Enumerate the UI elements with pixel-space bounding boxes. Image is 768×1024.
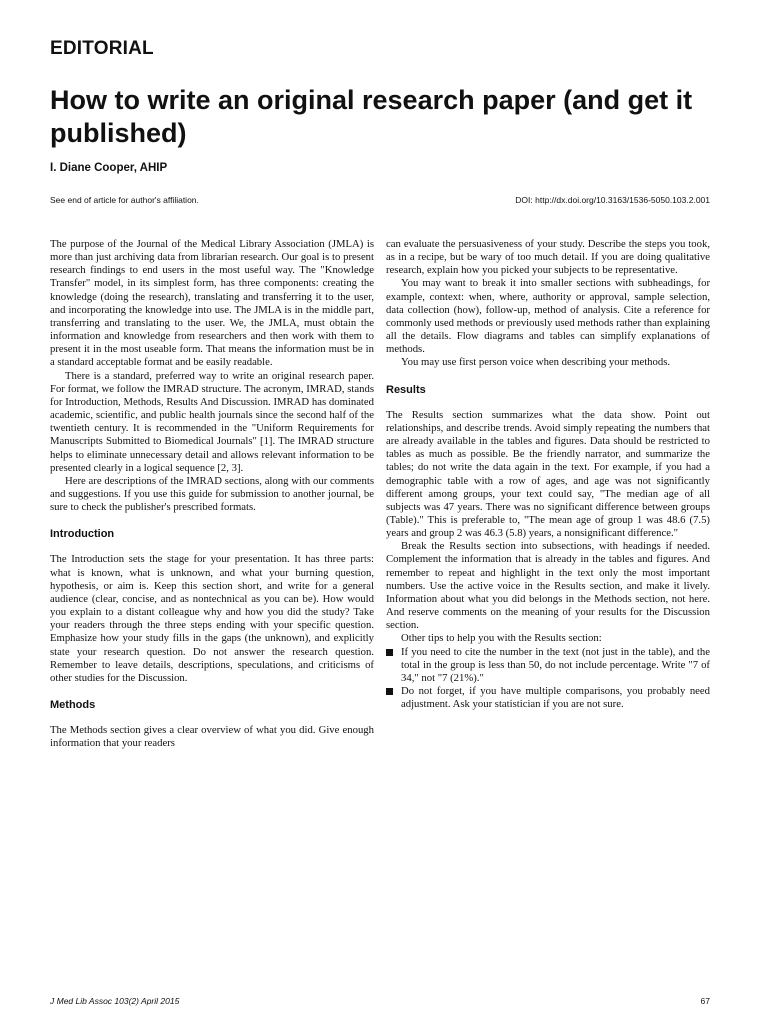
author-line: I. Diane Cooper, AHIP (50, 162, 168, 174)
square-bullet-icon (386, 649, 393, 656)
bullet-item (386, 685, 710, 711)
body-paragraph: Other tips to help you with the Results section: (401, 632, 602, 645)
left-column (50, 238, 374, 750)
section-label: EDITORIAL (50, 38, 154, 59)
body-paragraph: You may want to break it into smaller sections with subheadings, for example, context: when, where, authority or approval, sample selection, data collection (how), follow-up, method of analysis. Cite a reference for commonly used methods or previously used methods rather than explaining all the details. Flow diagrams and tables can simplify explanations of methods. (386, 277, 710, 356)
body-paragraph: The purpose of the Journal of the Medical Library Association (JMLA) is more than just archiving data from librarian research. Our goal is to present research findings to end users in the most useful way. The "Knowledge Transfer" model, in its simplest form, has three components: creating the knowledge (doing the research), translating and transferring it to the user, and incorporating the knowledge into use. The JMLA is in the middle part, transferring and translating to the user. We, the JMLA, must obtain the information and knowledge from researchers and then work with them to present it in the most useable form. That means the information must be in a standard acceptable format and be easily readable. (50, 238, 374, 369)
page-number: 67 (700, 996, 710, 1006)
bullet-text: Do not forget, if you have multiple comparisons, you probably need adjustment. Ask your statistician if you are not sure. (401, 685, 710, 711)
section-heading: Methods (50, 699, 96, 711)
body-paragraph: The Methods section gives a clear overview of what you did. Give enough information that your readers (50, 724, 374, 750)
body-paragraph: The Results section summarizes what the data show. Point out relationships, and describe trends. Avoid simply repeating the numbers that are already available in the tables and figures. Data should be restricted to tables as much as possible. Be the friendly narrator, and summarize the tables; do not write the data again in the text. For example, if you had a demographic table with a row of ages, and age was not significantly different among groups, your text could say, "The median age of all subjects was 47 years. There was no significant difference between groups (Table)." This is preferable to, "The mean age of group 1 was 48.6 (7.5) years and group 2 was 46.3 (5.8) years, a nonsignificant difference." (386, 408, 710, 540)
body-paragraph: Break the Results section into subsections, with headings if needed. Complement the information that is already in the tables and figures. And remember to repeat and highlight in the text only the most important numbers. Use the active voice in the Results section, and make it lively. Information about what you did belongs in the Methods section, not here. And reserve comments on the meaning of your results for the Discussion section. (386, 540, 710, 632)
body-paragraph: There is a standard, preferred way to write an original research paper. For format, we follow the IMRAD structure. The acronym, IMRAD, stands for Introduction, Methods, Results And Discussion. IMRAD has dominated academic, scientific, and public health journals since the second half of the twentieth century. It is recommended in the "Uniform Requirements for Manuscripts Submitted to Biomedical Journals" [1]. The IMRAD structure helps to eliminate unnecessary detail and allows relevant information to be presented clearly in a logical sequence [2, 3]. (50, 369, 374, 474)
bullet-item (386, 646, 710, 685)
footer-citation: J Med Lib Assoc 103(2) April 2015 (50, 996, 180, 1006)
bullet-text: If you need to cite the number in the text (not just in the table), and the total in the group is less than 50, do not include percentage. Write "7 of 34," not "7 (21%)." (401, 645, 710, 684)
square-bullet-icon (386, 688, 393, 695)
doi-link[interactable]: DOI: http://dx.doi.org/10.3163/1536-5050.103.2.001 (515, 195, 710, 205)
body-paragraph: You may use first person voice when describing your methods. (401, 356, 671, 369)
body-paragraph: can evaluate the persuasiveness of your study. Describe the steps you took, as in a recipe, but be wary of too much detail. If you are doing qualitative research, explain how you picked your subjects to be representative. (386, 238, 710, 277)
bullet-list (386, 646, 710, 712)
article-title: How to write an original research paper (and get it published) (50, 85, 693, 148)
body-paragraph: The Introduction sets the stage for your presentation. It has three parts: what is known, what is unknown, and what your burning question, hypothesis, or aim is. Keep this section short, and write for a general audience (clear, concise, and as nontechnical as you can be). How would you explain to a distant colleague why and how you did the study? Take your readers through the three steps ending with your specific question. Emphasize how your study fills in the gaps (the unknown), and explicitly state your research question. Do not answer the research question. Remember to leave details, descriptions, speculations, and criticisms of other studies for the Discussion. (50, 553, 374, 684)
body-paragraph: Here are descriptions of the IMRAD sections, along with our comments and suggestions. If you use this guide for submission to another journal, be sure to check the publisher's prescribed formats. (50, 474, 374, 514)
affiliation-note: See end of article for author's affiliation. (50, 195, 199, 205)
section-heading: Results (386, 383, 426, 396)
section-heading: Introduction (50, 528, 115, 541)
right-column (386, 238, 710, 711)
